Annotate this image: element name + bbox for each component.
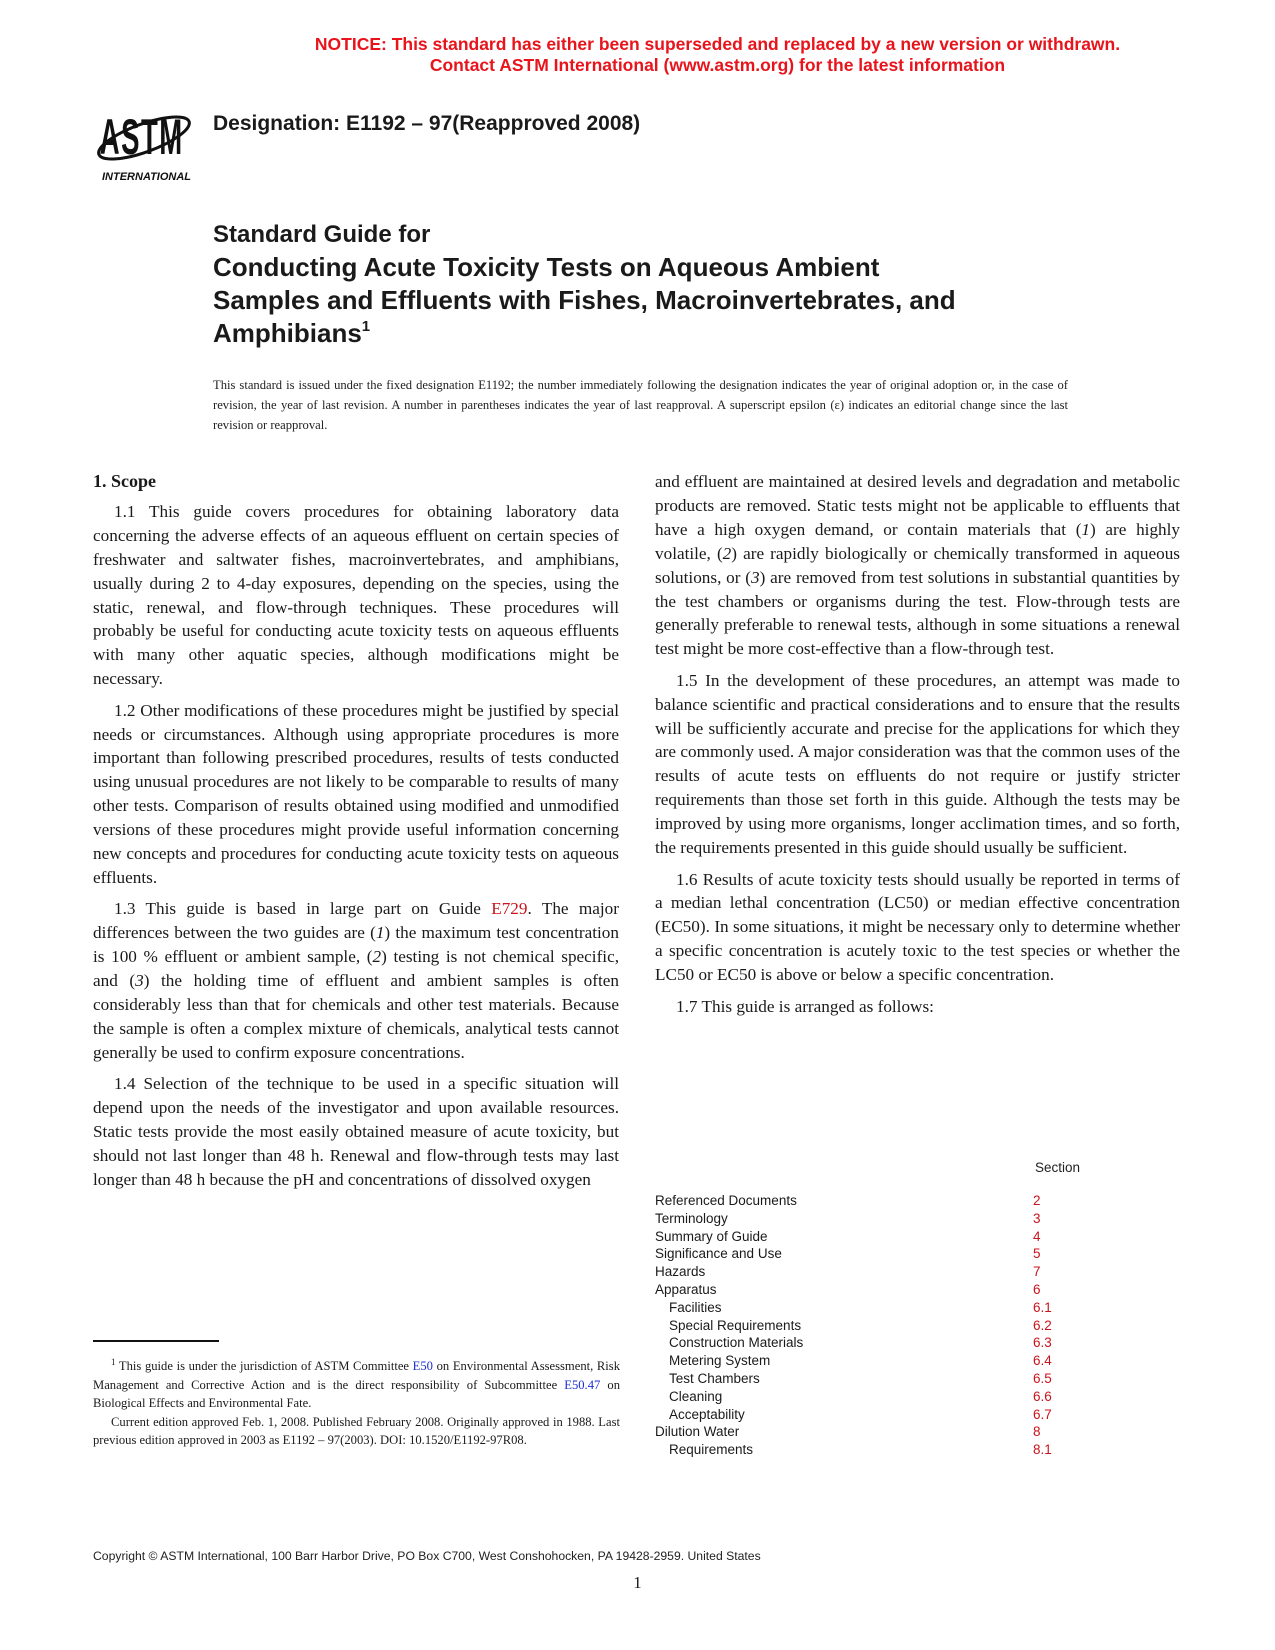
- toc-row: [655, 1263, 1075, 1281]
- toc-section-link[interactable]: 6.7: [1033, 1406, 1052, 1422]
- toc-section-link[interactable]: 5: [1033, 1246, 1041, 1262]
- toc-row: [655, 1317, 1075, 1335]
- title-line-1: Standard Guide for: [213, 221, 431, 248]
- toc-row: [655, 1388, 1075, 1406]
- toc-section-link[interactable]: 2: [1033, 1193, 1041, 1208]
- footnote: [93, 1353, 620, 1450]
- toc-row: [655, 1370, 1075, 1388]
- table-of-contents: [655, 1192, 1075, 1459]
- title-line-4: Amphibians$^1$: [213, 318, 371, 348]
- toc-section-link[interactable]: 7: [1033, 1264, 1041, 1280]
- toc-label: Summary of Guide: [655, 1228, 768, 1244]
- toc-label: Requirements: [669, 1442, 754, 1458]
- toc-label: Cleaning: [669, 1388, 723, 1404]
- page-number: 1: [633, 1573, 642, 1592]
- link-e50[interactable]: E50: [412, 1359, 433, 1374]
- toc-row: [655, 1210, 1075, 1228]
- toc-label: Dilution Water: [655, 1424, 740, 1440]
- toc-label: Significance and Use: [655, 1246, 782, 1262]
- document-title: [213, 218, 956, 350]
- supersede-notice: [0, 34, 1275, 76]
- toc-row: [655, 1245, 1075, 1263]
- title-line-3: Samples and Effluents with Fishes, Macroinvertebrates, and: [213, 285, 956, 315]
- svg-text:ASTM: ASTM: [99, 108, 183, 166]
- toc-row: [655, 1423, 1075, 1441]
- ref-link-e729[interactable]: E729: [491, 899, 528, 919]
- astm-logo: [92, 88, 202, 184]
- toc-section-link[interactable]: 3: [1033, 1210, 1041, 1226]
- title-line-2: Conducting Acute Toxicity Tests on Aqueous Ambient: [213, 252, 880, 282]
- right-column: [655, 470, 1180, 1026]
- toc-section-link[interactable]: 6.2: [1033, 1317, 1052, 1333]
- toc-row: [655, 1228, 1075, 1246]
- designation: Designation: E1192 – 97(Reapproved 2008): [213, 112, 641, 135]
- notice-line-1: NOTICE: This standard has either been superseded and replaced by a new version or withdrawn.: [314, 34, 1121, 54]
- toc-row: [655, 1299, 1075, 1317]
- astm-logo-icon: [92, 88, 202, 184]
- left-column: [93, 470, 619, 1199]
- toc-row: [655, 1192, 1075, 1210]
- toc-label: Metering System: [669, 1353, 771, 1369]
- toc-section-link[interactable]: 6.6: [1033, 1388, 1052, 1404]
- toc-section-link[interactable]: 8: [1033, 1424, 1041, 1440]
- paragraph-1-6: 1.6 Results of acute toxicity tests should usually be reported in terms of a median lethal concentration (LC50) or median effective concentration (EC50). In some situations, it might be necessary only to determine whether a specific concentration is acutely toxic to the test species or whether the LC50 or EC50 is above or below a specific concentration.: [655, 869, 1180, 985]
- toc-section-link[interactable]: 6.4: [1033, 1353, 1052, 1369]
- toc-row: [655, 1334, 1075, 1352]
- issued-note: This standard is issued under the fixed designation E1192; the number immediately following the designation indicates the year of original adoption or, in the case of revision, the year of last revision. A number in parentheses indicates the year of last reapproval. A superscript epsilon (ε) indicates an editorial change since the last revision or reapproval.: [213, 378, 1068, 432]
- toc-label: Acceptability: [669, 1406, 745, 1422]
- toc-label: Referenced Documents: [655, 1193, 797, 1208]
- toc-label: Apparatus: [655, 1281, 717, 1297]
- toc-label: Test Chambers: [669, 1370, 760, 1386]
- toc-section-link[interactable]: 6.1: [1033, 1299, 1052, 1315]
- paragraph-1-4-continued: and effluent are maintained at desired levels and degradation and metabolic products are removed. Static tests might not be applicable to effluents that have a high oxygen demand, or contain materials that (1) are highly volatile, (2) are rapidly biologically or chemically transformed in aqueous solutions, or (3) are removed from test solutions in substantial quantities by the test chambers or organisms during the test. Flow-through tests are generally preferable to renewal tests, although in some situations a renewal test might be more cost-effective than a flow-through test.: [655, 472, 1181, 659]
- link-e50-47[interactable]: E50.47: [564, 1377, 601, 1392]
- footnote-divider: [93, 1340, 219, 1342]
- toc-column-header: Section: [1035, 1160, 1081, 1175]
- toc-section-link[interactable]: 6: [1033, 1281, 1041, 1297]
- toc-label: Construction Materials: [669, 1335, 804, 1351]
- toc-row: [655, 1406, 1075, 1424]
- footnote-edition: Current edition approved Feb. 1, 2008. Published February 2008. Originally approved in 1988. Last previous edition approved in 2003 as E1192 – 97(2003). DOI: 10.1520/E1192-97R08.: [93, 1414, 620, 1448]
- toc-label: Terminology: [655, 1210, 728, 1226]
- toc-row: [655, 1441, 1075, 1459]
- paragraph-1-5: 1.5 In the development of these procedures, an attempt was made to balance scientific and practical considerations and to ensure that the results will be sufficiently accurate and precise for the applications for which they are commonly used. A major consideration was that the common uses of the results of acute tests on effluents do not require or justify stricter requirements than those set forth in this guide. Although the tests may be improved by using more organisms, longer acclimation times, and so forth, the requirements presented in this guide should usually be sufficient.: [655, 670, 1180, 858]
- copyright: Copyright © ASTM International, 100 Barr Harbor Drive, PO Box C700, West Conshohocken, PA 19428-2959. United States: [93, 1549, 761, 1563]
- toc-label: Special Requirements: [669, 1317, 802, 1333]
- toc-section-link[interactable]: 8.1: [1033, 1442, 1052, 1458]
- paragraph-1-4: 1.4 Selection of the technique to be used in a specific situation will depend upon the needs of the investigator and upon available resources. Static tests provide the most easily obtained measure of acute toxicity, but should not last longer than 48 h. Renewal and flow-through tests may last longer than 48 h because the pH and concentrations of dissolved oxygen: [93, 1074, 619, 1189]
- notice-line-2: Contact ASTM International (www.astm.org) for the latest information: [429, 55, 1006, 75]
- paragraph-1-3: 1.3 This guide is based in large part on Guide E729. The major differences between the two guides are (1) the maximum test concentration is 100 % effluent or ambient sample, (2) testing is not chemical specific, and (3) the holding time of effluent and ambient samples is often considerably less than that for chemicals and other test materials. Because the sample is often a complex mixture of chemicals, analytical tests cannot generally be used to confirm exposure concentrations.: [93, 899, 619, 1062]
- toc-row: [655, 1281, 1075, 1299]
- svg-text:INTERNATIONAL: INTERNATIONAL: [102, 171, 192, 183]
- title-footnote-mark[interactable]: 1: [361, 318, 371, 335]
- paragraph-1-7: 1.7 This guide is arranged as follows:: [676, 996, 934, 1016]
- toc-section-link[interactable]: 6.5: [1033, 1370, 1052, 1386]
- paragraph-1-2: 1.2 Other modifications of these procedures might be justified by special needs or circumstances. Although using appropriate procedures is more important than following prescribed procedures, results of tests conducted using unusual procedures are not likely to be comparable to results of many other tests. Comparison of results obtained using modified and unmodified versions of these procedures might provide useful information concerning new concepts and procedures for conducting acute toxicity tests on aqueous effluents.: [93, 700, 619, 887]
- toc-section-link[interactable]: 6.3: [1033, 1335, 1052, 1351]
- toc-section-link[interactable]: 4: [1033, 1228, 1041, 1244]
- paragraph-1-1: 1.1 This guide covers procedures for obtaining laboratory data concerning the adverse effects of an aqueous effluent on certain species of freshwater and saltwater fishes, macroinvertebrates, and amphibians, usually during 2 to 4-day exposures, depending on the species, using the static, renewal, and flow-through techniques. These procedures will probably be useful for conducting acute toxicity tests on aqueous effluents with many other aquatic species, although modifications might be necessary.: [93, 501, 619, 689]
- section-heading-scope: 1. Scope: [93, 471, 156, 491]
- toc-label: Hazards: [655, 1264, 706, 1280]
- toc-label: Facilities: [669, 1299, 722, 1315]
- toc-row: [655, 1352, 1075, 1370]
- footnote-1: $^1$ This guide is under the jurisdiction of ASTM Committee E50 on Environmental Assessment, Risk Management and Corrective Action and is the direct responsibility of Subcommittee E50.47 on Biological Effects and Environmental Fate.: [93, 1357, 621, 1411]
